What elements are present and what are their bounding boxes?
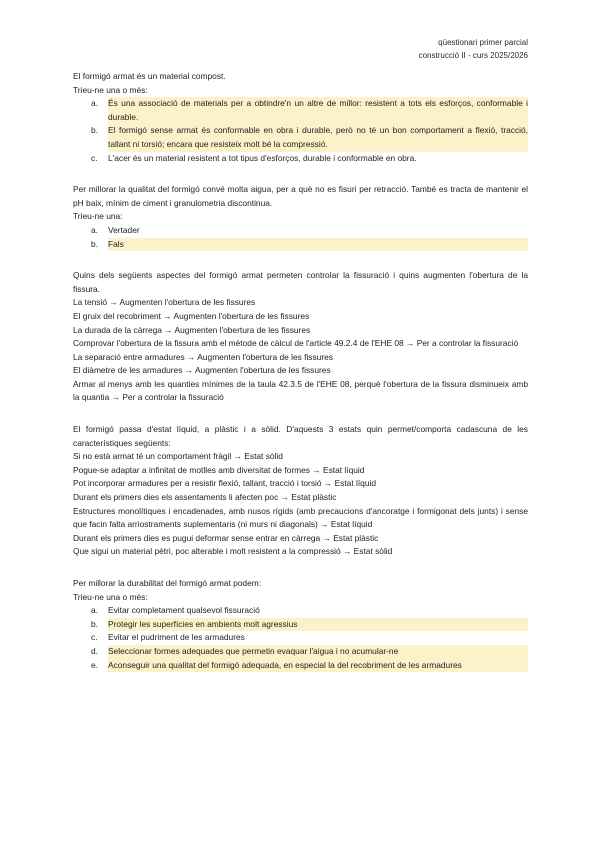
- option-1a[interactable]: [73, 97, 528, 124]
- question-3: [73, 269, 528, 405]
- option-text: Aconseguir una qualitat del formigó adequada, en especial la del recobriment de les armadures: [108, 659, 528, 673]
- option-5c[interactable]: [73, 631, 528, 645]
- question-1-instruction: Trieu-ne una o més:: [73, 84, 148, 95]
- question-2-text: Per millorar la qualitat del formigó convé molta aigua, per a què no es fisuri per retracció. També es tracta de mantenir el pH baix, mínim de ciment i granulometria discontinua.: [73, 184, 528, 208]
- option-letter: b.: [91, 618, 98, 629]
- question-4: [73, 423, 528, 559]
- match-item[interactable]: La durada de la càrrega → Augmenten l'obertura de les fissures: [73, 324, 311, 335]
- option-5e[interactable]: [73, 659, 528, 673]
- option-letter: a.: [91, 605, 98, 616]
- question-4-text: El formigó passa d'estat líquid, a plàstic i a sòlid. D'aquests 3 estats quin permet/comporta cadascuna de les característiques següents:: [73, 424, 528, 448]
- match-item[interactable]: La tensió → Augmenten l'obertura de les fissures: [73, 297, 256, 308]
- question-5-text: Per millorar la durabilitat del formigó armat podem:: [73, 578, 262, 588]
- option-letter: a.: [91, 224, 98, 235]
- option-text: Vertader: [108, 224, 140, 235]
- match-item[interactable]: Durant els primers dies els assentaments li afecten poc → Estat plàstic: [73, 492, 337, 503]
- option-text: Seleccionar formes adequades que permetin evaquar l'aigua i no acumular-ne: [108, 645, 528, 659]
- option-letter: b.: [91, 238, 98, 249]
- option-text: Evitar el pudriment de les armadures: [108, 632, 245, 643]
- option-1b[interactable]: [73, 124, 528, 151]
- option-5d[interactable]: [73, 645, 528, 659]
- match-item[interactable]: Que sigui un material pètri, poc alterable i molt resistent a la compressió → Estat sòlid: [73, 546, 393, 557]
- header-course: construcció II - curs 2025/2026: [418, 50, 528, 60]
- question-1-text: El formigó armat és un material compost.: [73, 71, 226, 81]
- option-5a[interactable]: [73, 604, 528, 618]
- option-text: El formigó sense armat és conformable en obra i durable, però no té un bon comportament a flexió, tracció, tallant ni torsió; encara que resisteix molt bé la compressió.: [108, 124, 528, 151]
- match-item[interactable]: La separació entre armadures → Augmenten l'obertura de les fissures: [73, 351, 333, 362]
- question-1: [73, 70, 528, 165]
- option-5b[interactable]: [73, 618, 528, 632]
- questionnaire: [73, 70, 528, 690]
- question-2-instruction: Trieu-ne una:: [73, 211, 123, 222]
- option-letter: a.: [91, 98, 98, 109]
- match-item[interactable]: Si no està armat té un comportament fràgil → Estat sòlid: [73, 451, 283, 462]
- option-1c[interactable]: [73, 152, 528, 166]
- option-text: Fals: [108, 238, 528, 252]
- option-letter: d.: [91, 645, 98, 656]
- option-text: Protegir les superfícies en ambients molt agressius: [108, 618, 528, 632]
- question-2: [73, 183, 528, 251]
- match-item[interactable]: Estructures monolítiques i encadenades, amb nusos rígids (amb precaucions d'ancoratge i formigonat dels junts) i sense que facin falta arriostraments suplementaris (ni murs ni diagonals) → Estat líquid: [73, 505, 528, 530]
- option-letter: e.: [91, 659, 98, 670]
- match-item[interactable]: Durant els primers dies es pugui deformar sense entrar en càrrega → Estat plàstic: [73, 532, 379, 543]
- option-2a[interactable]: [73, 224, 528, 238]
- option-text: És una associació de materials per a obtindre'n un altre de millor: resistent a tots els esforços, conformable i durable.: [108, 97, 528, 124]
- match-item[interactable]: Armar al menys amb les quanties mínimes de la taula 42.3.5 de l'EHE 08, perquè l'obertura de la fissura disminueix amb la quantia → Per a controlar la fissuració: [73, 378, 528, 403]
- question-5: [73, 577, 528, 672]
- option-letter: c.: [91, 632, 98, 643]
- match-item[interactable]: Pogue-se adaptar a infinitat de motlles amb diversitat de formes → Estat líquid: [73, 464, 365, 475]
- question-3-text: Quins dels següents aspectes del formigó armat permeten controlar la fissuració i quins augmenten l'obertura de la fissura.: [73, 270, 528, 294]
- question-5-instruction: Trieu-ne una o més:: [73, 591, 148, 602]
- match-item[interactable]: El gruix del recobriment → Augmenten l'obertura de les fissures: [73, 310, 310, 321]
- option-text: Evitar completament qualsevol fissuració: [108, 605, 260, 616]
- match-item[interactable]: Comprovar l'obertura de la fissura amb el mètode de càlcul de l'article 49.2.4 de l'EHE 08 → Per a controlar la fissuració: [73, 338, 519, 349]
- header-title: qüestionari primer parcial: [438, 38, 528, 47]
- match-item[interactable]: El diàmetre de les armadures → Augmenten l'obertura de les fissures: [73, 365, 331, 376]
- option-2b[interactable]: [73, 238, 528, 252]
- option-letter: c.: [91, 152, 98, 163]
- match-item[interactable]: Pot incorporar armadures per a resistir flexió, tallant, tracció i torsió → Estat líquid: [73, 478, 377, 489]
- option-letter: b.: [91, 125, 98, 136]
- option-text: L'acer és un material resistent a tot tipus d'esforços, durable i conformable en obra.: [108, 152, 417, 163]
- document-header: [419, 37, 528, 62]
